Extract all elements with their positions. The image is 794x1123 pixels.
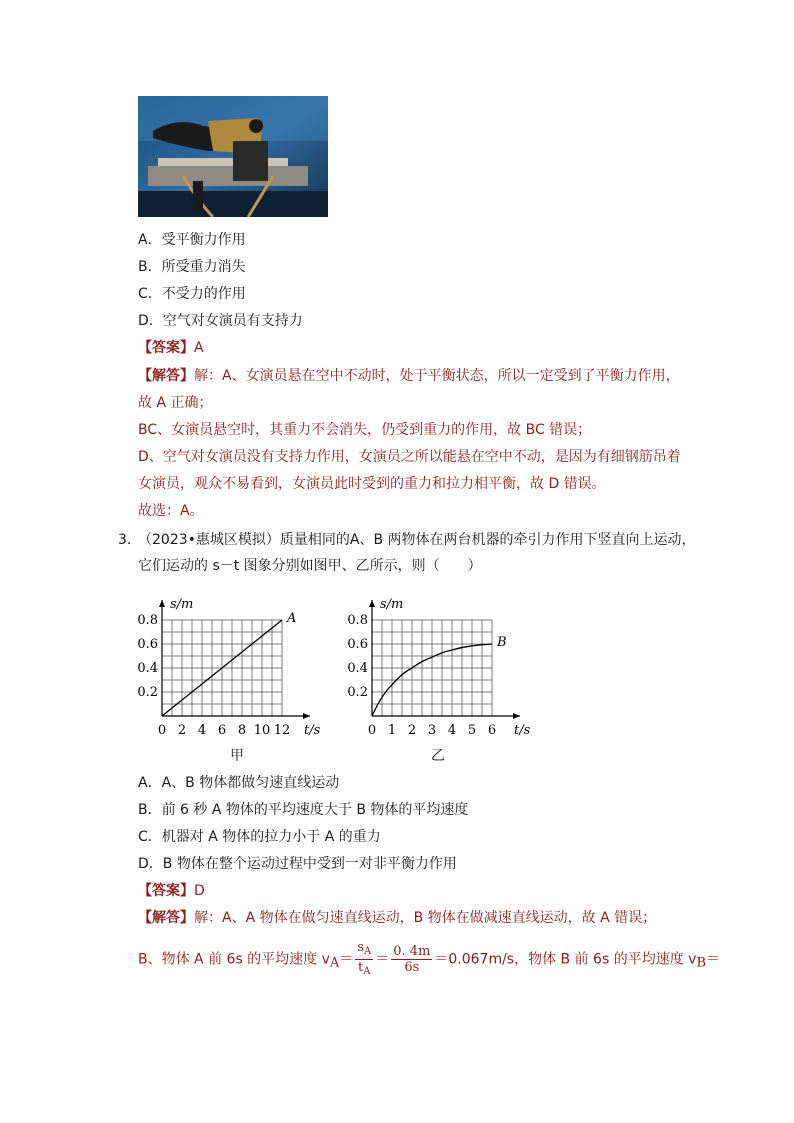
- x-tick-label: 5: [467, 723, 477, 738]
- answer-label: 【答案】: [138, 883, 194, 899]
- graph-jia: [130, 580, 330, 740]
- x-tick-label: 6: [487, 723, 497, 738]
- graph-caption-jia: 甲: [230, 748, 244, 764]
- q2-analysis-line-6: 故选：A。: [138, 503, 204, 519]
- graph-caption-yi: 乙: [431, 748, 445, 764]
- q2-analysis-line-1: 【解答】解：A、女演员悬在空中不动时，处于平衡状态，所以一定受到了平衡力作用，: [138, 368, 680, 384]
- x-axis-arrow: [513, 713, 520, 719]
- q3-stem-line-1: （2023•惠城区模拟）质量相同的A、B 两物体在两台机器的牵引力作用下竖直向上运动，: [138, 532, 696, 548]
- y-tick-label: 0.4: [137, 661, 158, 676]
- q2-option-a: A．受平衡力作用: [138, 232, 246, 248]
- y-tick-label: 0.6: [137, 637, 158, 652]
- x-tick-label: 0: [367, 723, 377, 738]
- x-tick-label: 2: [407, 723, 417, 738]
- analysis-label: 【解答】: [138, 910, 194, 926]
- y-tick-label: 0.6: [347, 637, 368, 652]
- q2-option-d: D．空气对女演员有支持力: [138, 313, 303, 329]
- q3-analysis-line-2: B、物体 A 前 6s 的平均速度 vA＝ $\frac{s_A}{t_A}$ ＝ $\frac{0. 4m}{6s}$ ＝0.067m/s，物体 B 前 6s 的平均速度 vB＝: [138, 940, 720, 977]
- answer-value: D: [194, 883, 205, 899]
- series-label: A: [287, 611, 297, 626]
- y-tick-label: 0.2: [347, 685, 368, 700]
- y-tick-label: 0.4: [347, 661, 368, 676]
- q2-analysis-line-5: 女演员，观众不易看到，女演员此时受到的重力和拉力相平衡，故 D 错误。: [138, 476, 606, 492]
- q3-answer: [138, 882, 205, 900]
- y-axis-label: s/m: [380, 597, 404, 612]
- x-tick-label: 1: [387, 723, 397, 738]
- y-axis-arrow: [369, 600, 375, 607]
- answer-value: A: [194, 340, 204, 356]
- y-tick-label: 0.8: [137, 613, 158, 628]
- q3-number: 3．: [118, 532, 141, 548]
- y-tick-label: 0.2: [137, 685, 158, 700]
- q3-option-c: C．机器对 A 物体的拉力小于 A 的重力: [138, 829, 381, 845]
- x-tick-label: 10: [253, 723, 271, 738]
- x-tick-label: 3: [427, 723, 437, 738]
- fraction-0.4m-6s: $\frac{0. 4m}{6s}$: [393, 944, 431, 975]
- q2-option-c: C．不受力的作用: [138, 286, 246, 302]
- x-tick-label: 2: [177, 723, 187, 738]
- q2-analysis-line-3: BC、女演员悬空时，其重力不会消失，仍受到重力的作用，故 BC 错误；: [138, 422, 592, 438]
- q2-analysis-line-2: 故 A 正确；: [138, 395, 213, 411]
- x-tick-label: 12: [273, 723, 291, 738]
- fraction-sA-tA: $\frac{s_A}{t_A}$: [357, 940, 372, 977]
- series-label: B: [497, 635, 507, 650]
- q3-option-a: A．A、B 物体都做匀速直线运动: [138, 775, 340, 791]
- x-tick-label: 4: [197, 723, 207, 738]
- x-axis-arrow: [303, 713, 310, 719]
- x-tick-label: 0: [157, 723, 167, 738]
- x-axis-label: t/s: [304, 723, 321, 738]
- q3-option-b: B．前 6 秒 A 物体的平均速度大于 B 物体的平均速度: [138, 802, 469, 818]
- x-axis-label: t/s: [514, 723, 531, 738]
- x-tick-label: 4: [447, 723, 457, 738]
- y-axis-arrow: [159, 600, 165, 607]
- x-tick-label: 6: [217, 723, 227, 738]
- q2-answer: [138, 339, 204, 357]
- y-axis-label: s/m: [170, 597, 194, 612]
- y-tick-label: 0.8: [347, 613, 368, 628]
- x-tick-label: 8: [237, 723, 247, 738]
- graph-yi: [340, 580, 540, 740]
- performer-photo: [138, 96, 328, 217]
- q3-stem-line-2: 它们运动的 s－t 图象分别如图甲、乙所示，则（ ）: [138, 558, 482, 574]
- analysis-label: 【解答】: [138, 368, 194, 384]
- q2-analysis-line-4: D、空气对女演员没有支持力作用，女演员之所以能悬在空中不动，是因为有细钢筋吊着: [138, 449, 681, 465]
- q3-option-d: D．B 物体在整个运动过程中受到一对非平衡力作用: [138, 856, 457, 872]
- q3-analysis-line-1: 【解答】解：A、A 物体在做匀速直线运动，B 物体在做减速直线运动，故 A 错误；: [138, 910, 657, 926]
- q2-option-b: B．所受重力消失: [138, 259, 246, 275]
- answer-label: 【答案】: [138, 340, 194, 356]
